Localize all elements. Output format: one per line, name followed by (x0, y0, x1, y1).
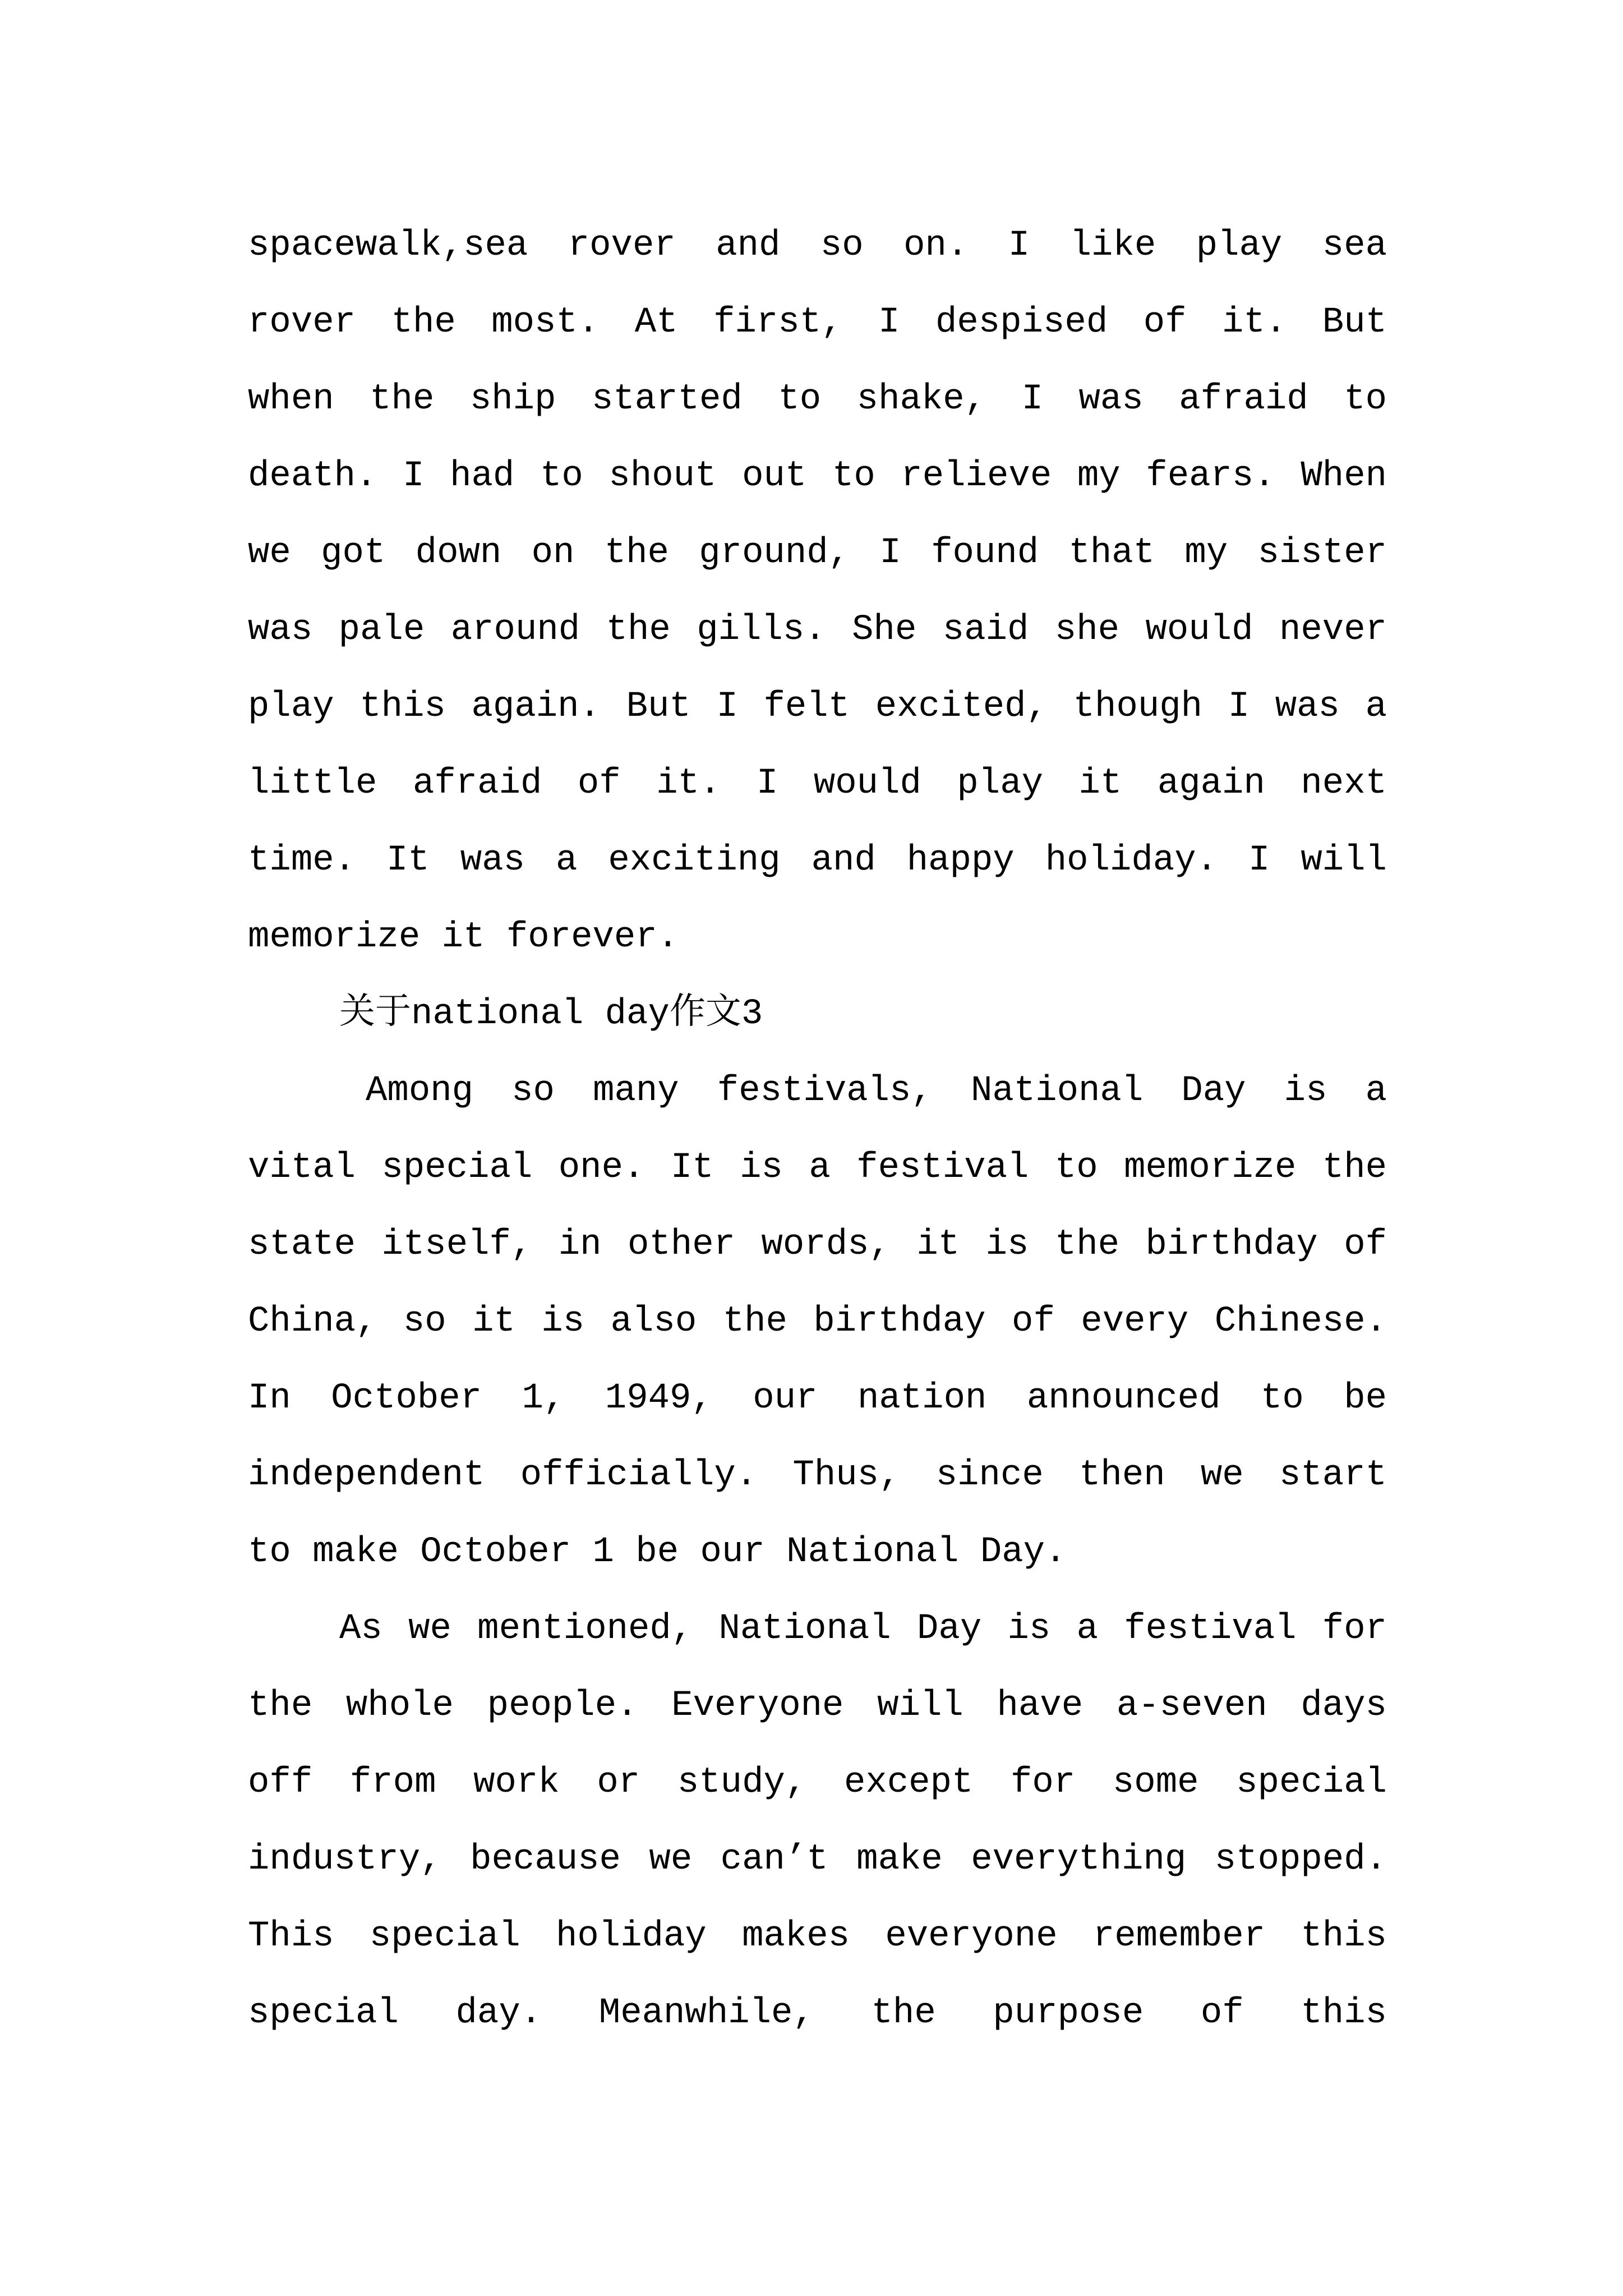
text-line: little afraid of it. I would play it again next (248, 763, 1387, 804)
text-line: As we mentioned, National Day is a festival for (339, 1609, 1387, 1649)
text-line: special day. Meanwhile, the purpose of this (248, 1993, 1387, 2033)
text-line: rover the most. At first, I despised of it. But (248, 302, 1387, 343)
text-line: was pale around the gills. She said she would never (248, 610, 1387, 650)
paragraph (248, 1591, 1387, 2052)
text-line: to make October 1 be our National Day. (248, 1532, 1067, 1572)
paragraph (248, 208, 1387, 976)
text-line: the whole people. Everyone will have a-seven days (248, 1686, 1387, 1726)
text-line: play this again. But I felt excited, though I was a (248, 687, 1387, 727)
text-line: spacewalk,sea rover and so on. I like play sea (248, 226, 1387, 266)
text-line: independent officially. Thus, since then we start (248, 1455, 1387, 1496)
text-line: time. It was a exciting and happy holiday. I will (248, 840, 1387, 881)
text-line: state itself, in other words, it is the birthday of (248, 1225, 1387, 1265)
text-line: vital special one. It is a festival to memorize the (248, 1148, 1387, 1188)
text-line: when the ship started to shake, I was afraid to (248, 379, 1387, 420)
text-line: China, so it is also the birthday of every Chinese. (248, 1301, 1387, 1342)
text-line: This special holiday makes everyone remember this (248, 1916, 1387, 1957)
paragraph (248, 1053, 1387, 1591)
text-line: we got down on the ground, I found that my sister (248, 533, 1387, 573)
text-line: memorize it forever. (248, 917, 679, 958)
text-line: In October 1, 1949, our nation announced to be (248, 1378, 1387, 1419)
document-body (248, 208, 1387, 2052)
section-heading: 关于national day作文3 (339, 994, 763, 1034)
text-line: death. I had to shout out to relieve my fears. When (248, 456, 1387, 496)
text-line: Among so many festivals, National Day is a (366, 1071, 1387, 1111)
text-line: industry, because we can’t make everything stopped. (248, 1839, 1387, 1880)
text-line: off from work or study, except for some special (248, 1763, 1387, 1803)
